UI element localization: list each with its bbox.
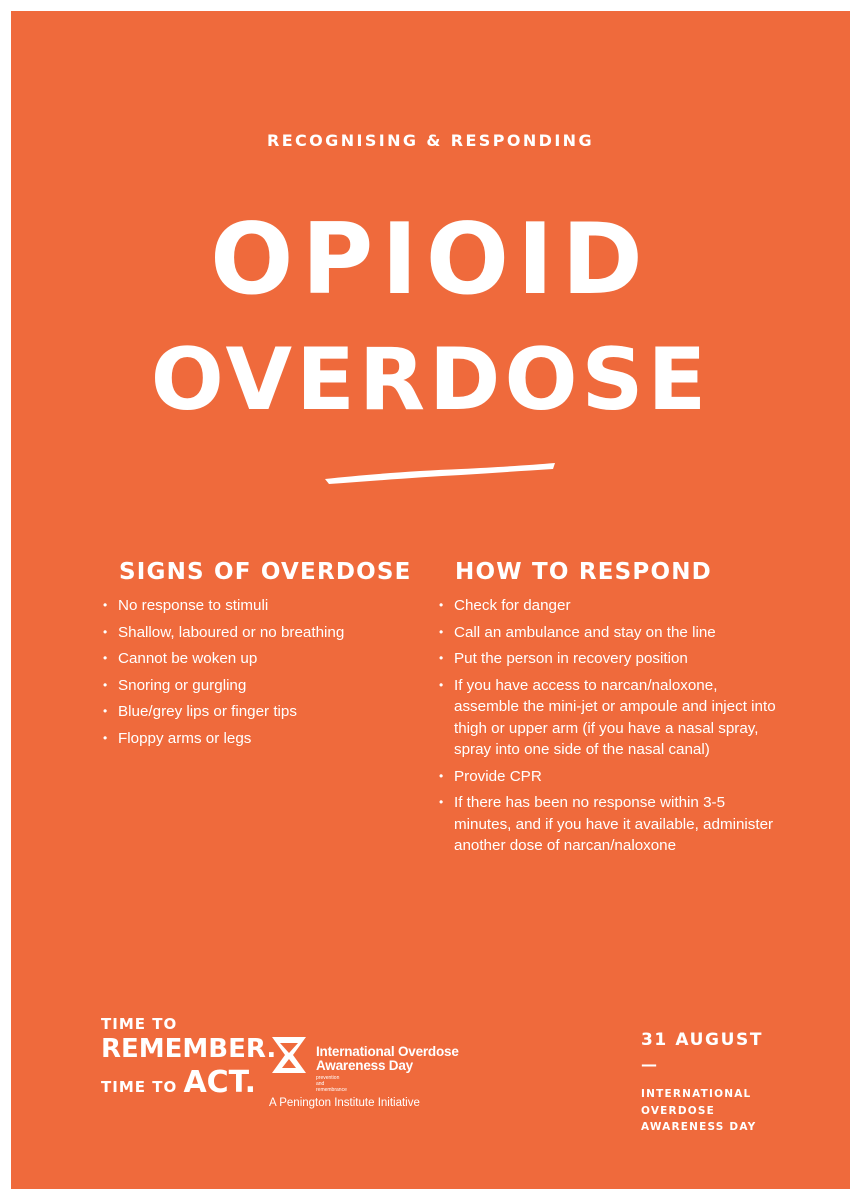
iod-subtitle: prevention and remembrance	[316, 1075, 347, 1093]
list-item-text: Call an ambulance and stay on the line	[454, 623, 716, 641]
list-item	[439, 595, 779, 617]
event-name-line-1: INTERNATIONAL	[641, 1088, 752, 1100]
list-item-text: Snoring or gurgling	[118, 676, 247, 694]
list-item-text: If you have access to narcan/naloxone, assemble the mini-jet or ampoule and inject into thigh or upper arm (if you have a nasal spray, spray into one side of the nasal canal)	[454, 676, 776, 758]
tagline-line-1: TIME TO	[101, 1015, 178, 1033]
event-name	[641, 1086, 763, 1136]
list-item	[103, 701, 423, 723]
date-dash: —	[641, 1055, 657, 1074]
bullet-icon: •	[439, 598, 444, 612]
bullet-icon: •	[103, 704, 108, 718]
list-item-text: No response to stimuli	[118, 597, 269, 614]
list-item	[103, 648, 423, 670]
title-line-1: OPIOID	[210, 203, 651, 317]
list-item	[439, 648, 779, 670]
bullet-icon: •	[439, 624, 444, 639]
initiative-text: A Penington Institute Initiative	[269, 1097, 420, 1109]
title-line-2: OVERDOSE	[150, 330, 711, 430]
list-item	[439, 675, 779, 761]
iod-name-line-1: International Overdose	[316, 1044, 459, 1059]
list-item-text: If there has been no response within 3-5 minutes, and if you have it available, administer another dose of narcan/naloxone	[454, 794, 774, 854]
list-item	[439, 766, 779, 788]
bullet-icon: •	[439, 677, 444, 692]
tagline-line-2: REMEMBER.	[101, 1034, 277, 1064]
brush-underline	[321, 457, 561, 487]
bullet-icon: •	[103, 624, 108, 639]
list-item-text: Floppy arms or legs	[118, 729, 252, 747]
event-name-line-3: AWARENESS DAY	[641, 1121, 757, 1133]
event-date: 31 AUGUST	[641, 1030, 764, 1050]
tagline-act: ACT.	[183, 1065, 256, 1100]
respond-list	[439, 595, 779, 862]
list-item-text: Put the person in recovery position	[454, 650, 688, 667]
bullet-icon: •	[103, 677, 108, 692]
bullet-icon: •	[103, 730, 108, 745]
iod-name	[316, 1045, 506, 1073]
iod-name-line-2: Awareness Day	[316, 1058, 413, 1073]
bullet-icon: •	[103, 598, 108, 612]
bullet-icon: •	[439, 795, 444, 809]
signs-heading: SIGNS OF OVERDOSE	[119, 559, 412, 585]
poster	[11, 11, 850, 1189]
list-item-text: Check for danger	[454, 597, 571, 614]
list-item	[103, 728, 423, 750]
list-item-text: Blue/grey lips or finger tips	[118, 703, 297, 720]
eyebrow-text: RECOGNISING & RESPONDING	[266, 131, 594, 150]
tagline-line-3-prefix: TIME TO	[101, 1078, 178, 1096]
hourglass-icon	[269, 1035, 309, 1075]
list-item-text: Shallow, laboured or no breathing	[118, 623, 345, 641]
list-item	[103, 595, 423, 617]
signs-list	[103, 595, 423, 754]
date-block	[641, 1030, 763, 1136]
respond-heading: HOW TO RESPOND	[455, 559, 712, 585]
tagline-line-3	[101, 1065, 276, 1100]
list-item	[103, 622, 423, 644]
bullet-icon: •	[439, 651, 444, 665]
list-item	[103, 675, 423, 697]
list-item-text: Cannot be woken up	[118, 650, 258, 667]
list-item	[439, 792, 779, 857]
bullet-icon: •	[439, 768, 444, 783]
campaign-tagline	[101, 1017, 276, 1098]
list-item-text: Provide CPR	[454, 767, 542, 785]
bullet-icon: •	[103, 651, 108, 665]
event-name-line-2: OVERDOSE	[641, 1104, 716, 1117]
list-item	[439, 622, 779, 644]
